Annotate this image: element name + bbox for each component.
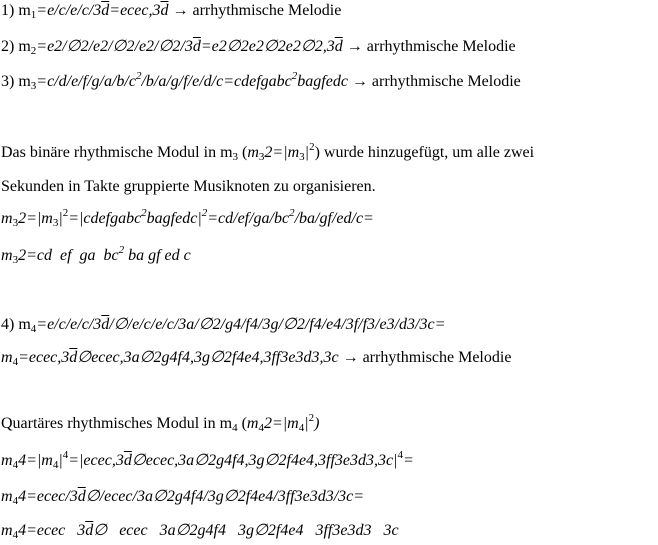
superscript: 2 [291, 70, 298, 82]
superscript: 2 [135, 70, 142, 82]
line-12-m44-slashed [1, 487, 364, 507]
overlined-note: $\overline{d}$ [69, 349, 78, 366]
text-segment: m [1, 349, 13, 366]
superscript: 2 [141, 207, 147, 219]
subscript: 4 [12, 495, 19, 507]
line-11-m44-expansion [1, 451, 414, 471]
text-segment: =ecec,3 [18, 349, 70, 366]
subscript: 4 [258, 422, 264, 434]
text-segment: Das binäre rhythmische Modul in m [1, 144, 233, 161]
text-segment: =|ecec,3 [68, 452, 124, 469]
subscript: 4 [12, 529, 19, 541]
text-segment: =c/d/e/f/g/a/b/c [36, 73, 136, 90]
text-segment: 2=cd ef ga bc [18, 247, 119, 264]
superscript: 2 [118, 244, 125, 256]
text-segment: m [1, 522, 13, 539]
subscript: 3 [299, 151, 305, 163]
text-segment: | [58, 452, 63, 469]
subscript: 1 [30, 9, 37, 21]
overlined-note: $\overline{d}$ [334, 38, 343, 55]
subscript: 4 [30, 323, 37, 335]
text-segment: /ba/gf/ed/c= [294, 210, 374, 227]
text-segment: =ecec,3 [109, 2, 161, 19]
superscript: 2 [308, 412, 315, 424]
line-5-binary-module-text [1, 177, 376, 197]
text-segment: 2=|m [263, 415, 299, 432]
text-segment: =e2∅2e2∅2e2∅2,3 [200, 38, 335, 55]
text-segment: /∅/e/c/e/c/3a/∅2/g4/f4/3g/∅2/f4/e4/3f/f3/e3/d3/3c= [109, 316, 446, 333]
overlined-note: $\overline{d}$ [85, 522, 94, 539]
text-segment: m [1, 488, 13, 505]
subscript: 2 [30, 45, 37, 57]
line-8-m4-definition [1, 315, 445, 335]
line-13-m44-grouped [1, 521, 399, 541]
superscript: 4 [397, 449, 404, 461]
overlined-note: $\overline{d}$ [123, 452, 132, 469]
text-segment: =|cdefgabc [68, 210, 142, 227]
text-segment: ∅ecec,3a∅2g4f4,3g∅2f4e4,3ff3e3d3,3c [77, 349, 339, 366]
subscript: 3 [30, 80, 37, 92]
line-2-m2-definition [1, 37, 516, 57]
superscript: 2 [289, 207, 295, 219]
overlined-note: $\overline{d}$ [192, 38, 201, 55]
subscript: 4 [298, 422, 305, 434]
superscript: 2 [309, 141, 315, 153]
text-segment: ( [237, 415, 247, 432]
text-segment: Quartäres rhythmisches Modul in m [1, 415, 233, 432]
text-segment: m [1, 210, 13, 227]
text-segment: 2=|m [18, 210, 53, 227]
line-7-m32-grouped [1, 246, 191, 266]
line-3-m3-definition [1, 72, 521, 92]
text-segment: bagfedc [297, 73, 348, 90]
text-segment: 2=|m [264, 144, 300, 161]
text-segment: 4) m [1, 316, 31, 333]
superscript: 4 [62, 449, 69, 461]
text-segment: 1) m [1, 2, 31, 19]
superscript: 2 [62, 207, 69, 219]
superscript: 2 [201, 207, 208, 219]
text-segment: = [403, 452, 414, 469]
overlined-note: $\overline{d}$ [77, 488, 86, 505]
subscript: 3 [232, 151, 239, 163]
subscript: 4 [12, 459, 19, 471]
subscript: 4 [52, 459, 59, 471]
line-9-m4-melody [1, 348, 511, 368]
text-segment: ∅/ecec/3a∅2g4f4/3g∅2f4e4/3ff3e3d3/3c= [85, 488, 365, 505]
text-segment: /b/a/g/f/e/d/c=cdefgabc [141, 73, 292, 90]
line-10-quartary-module [1, 414, 319, 434]
overlined-note: $\overline{d}$ [101, 2, 110, 19]
text-segment: → arrhythmische Melodie [338, 349, 512, 366]
subscript: 3 [12, 217, 19, 229]
text-segment: 4=ecec/3 [18, 488, 78, 505]
text-segment: =cd/ef/ga/bc [207, 210, 290, 227]
text-segment: Sekunden in Takte gruppierte Musiknoten zu organisieren. [1, 178, 376, 195]
line-4-binary-module-text [1, 143, 534, 163]
text-segment: bagfedc| [146, 210, 202, 227]
text-segment: m [246, 415, 259, 432]
text-segment: | [58, 210, 63, 227]
overlined-note: $\overline{d}$ [101, 316, 110, 333]
subscript: 4 [12, 356, 19, 368]
text-segment: ) wurde hinzugefügt, um alle zwei [314, 144, 535, 161]
text-segment: =e/c/e/c/3 [36, 316, 102, 333]
line-6-m32-expansion [1, 209, 374, 229]
text-segment: ) [314, 415, 320, 432]
subscript: 3 [12, 254, 19, 266]
line-1-m1-definition [1, 1, 341, 21]
text-segment: | [304, 415, 309, 432]
text-segment: =e/c/e/c/3 [36, 2, 102, 19]
text-segment: | [304, 144, 310, 161]
overlined-note: $\overline{d}$ [160, 2, 169, 19]
text-segment: → arrhythmische Melodie [342, 38, 516, 55]
text-segment: ∅ ecec 3a∅2g4f4 3g∅2f4e4 3ff3e3d3 3c [93, 522, 399, 539]
text-segment: ( [238, 144, 248, 161]
text-segment: 4=|m [18, 452, 53, 469]
text-segment: ∅ecec,3a∅2g4f4,3g∅2f4e4,3ff3e3d3,3c| [131, 452, 398, 469]
text-segment: 4=ecec 3 [18, 522, 86, 539]
text-segment: → arrhythmische Melodie [347, 73, 521, 90]
text-segment: m [1, 247, 13, 264]
text-segment: → arrhythmische Melodie [168, 2, 342, 19]
text-segment: 2) m [1, 38, 31, 55]
text-segment: 3) m [1, 73, 31, 90]
text-segment: ba gf ed c [124, 247, 191, 264]
text-segment: =e2/∅2/e2/∅2/e2/∅2/3 [36, 38, 193, 55]
subscript: 3 [258, 151, 265, 163]
text-segment: m [247, 144, 259, 161]
subscript: 4 [232, 422, 238, 434]
subscript: 3 [52, 217, 59, 229]
text-segment: m [1, 452, 13, 469]
